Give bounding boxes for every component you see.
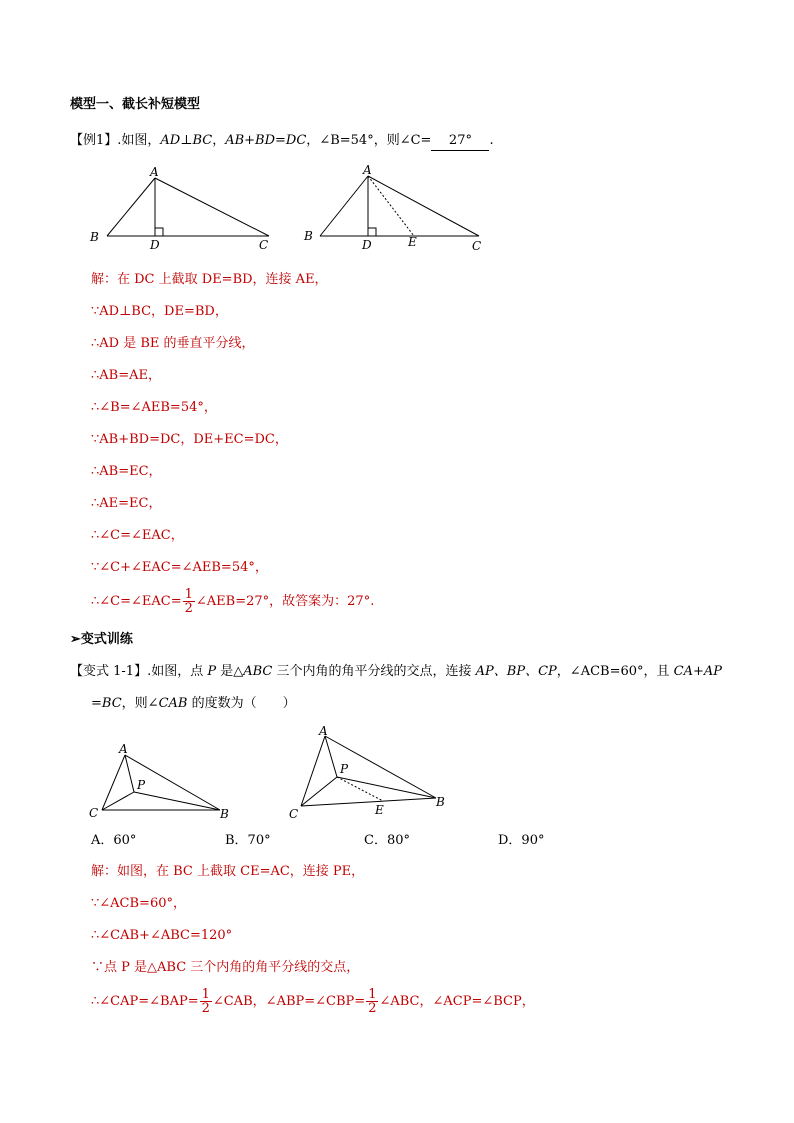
label-a: A [119, 742, 128, 756]
label-a: A [319, 724, 328, 738]
figure-4-triangle [285, 722, 455, 822]
label-e: E [408, 235, 417, 249]
solution-line: ∵AD⊥BC，DE=BD， [91, 304, 228, 319]
fraction-half [366, 988, 378, 1015]
numerator: 1 [184, 587, 193, 602]
label-e: E [375, 803, 384, 817]
condition-3: ∠B=54° [319, 133, 374, 148]
label-b: B [436, 795, 445, 809]
text: = [91, 696, 102, 711]
separator: ， [212, 133, 226, 148]
condition-a: CA+AP [673, 664, 723, 679]
variant-heading-text: 变式训练 [80, 632, 133, 647]
label-p: P [137, 778, 146, 792]
label-c: C [89, 806, 99, 820]
solution-final-line [91, 588, 374, 615]
solution-line: ∵∠C+∠EAC=∠AEB=54°， [91, 560, 268, 575]
text: .如图，点 [147, 664, 208, 679]
equation-part: ∴∠C=∠EAC= [91, 594, 182, 609]
numerator: 1 [368, 987, 377, 1002]
angle-condition: ∠ACB=60° [569, 664, 644, 679]
label-d: D [362, 238, 372, 252]
fraction-half [183, 588, 195, 615]
solution-line: ∴AB=EC， [91, 464, 162, 479]
question: ∠C= [399, 133, 432, 148]
solution-line: ∴∠C=∠EAC， [91, 528, 184, 543]
equation-part: ∠AEB=27°，故答案为：27°. [195, 594, 375, 609]
equation-part: ∠CAB，∠ABP=∠CBP= [212, 994, 366, 1009]
example-text: ，则 [373, 133, 400, 148]
figure-1-triangle [82, 160, 282, 252]
separator: ， [306, 133, 320, 148]
text: 的度数为（ ） [187, 696, 296, 711]
section-title: 模型一、截长补短模型 [70, 97, 201, 112]
text: ， [556, 664, 570, 679]
period: . [489, 133, 494, 148]
example-1-statement [70, 132, 494, 151]
solution-line: ∵∠ACB=60°， [91, 896, 186, 911]
solution-line: ∵点 P 是△ABC 三个内角的角平分线的交点， [91, 960, 360, 975]
figure-2-triangle [296, 158, 496, 252]
variant-1-line-2 [91, 695, 296, 713]
condition-b: BC [101, 696, 122, 711]
variant-heading [70, 631, 133, 649]
point-p: P [207, 664, 217, 679]
option-b[interactable]: B．70° [225, 833, 271, 848]
equation-part: ∴∠CAP=∠BAP= [91, 994, 199, 1009]
condition-2: AB+BD=DC [225, 133, 307, 148]
answer-blank: 27° [431, 132, 489, 151]
option-d[interactable]: D．90° [498, 833, 545, 848]
solution-line: ∴AB=AE， [91, 368, 161, 383]
solution-line: 解：在 DC 上截取 DE=BD，连接 AE， [91, 272, 328, 287]
example-tag: 【例1】 [70, 133, 118, 148]
label-a: A [150, 165, 159, 179]
option-c[interactable]: C．80° [364, 833, 410, 848]
figure-3-triangle [85, 735, 245, 825]
text: 三个内角的角平分线的交点，连接 [272, 664, 476, 679]
text: ，则∠ [121, 696, 159, 711]
label-c: C [472, 239, 482, 252]
label-b: B [304, 229, 313, 243]
denominator: 2 [184, 601, 193, 616]
label-p: P [340, 762, 349, 776]
label-c: C [289, 807, 299, 821]
text: 是△ [216, 664, 244, 679]
solution-line: 解：如图，在 BC 上截取 CE=AC，连接 PE， [91, 864, 365, 879]
arrow-icon: ➢ [70, 632, 81, 647]
label-b: B [220, 807, 229, 821]
triangle-name: ABC [243, 664, 273, 679]
equation-part: ∠ABC，∠ACP=∠BCP， [379, 994, 535, 1009]
text: ，且 [643, 664, 674, 679]
denominator: 2 [368, 1001, 377, 1016]
label-c: C [259, 238, 269, 252]
option-a[interactable]: A．60° [91, 833, 137, 848]
label-a: A [363, 163, 372, 177]
label-b: B [90, 230, 99, 244]
example-text: .如图， [117, 133, 161, 148]
solution-line: ∵AB+BD=DC，DE+EC=DC， [91, 432, 288, 447]
label-d: D [150, 238, 160, 252]
solution-final-line [91, 988, 535, 1015]
variant-1-line-1 [70, 663, 722, 681]
variant-tag: 【变式 1-1】 [70, 664, 148, 679]
solution-line: ∴∠B=∠AEB=54°， [91, 400, 217, 415]
solution-line: ∴AD 是 BE 的垂直平分线， [91, 336, 255, 351]
condition-1: AD⊥BC [160, 133, 213, 148]
numerator: 1 [201, 987, 210, 1002]
solution-line: ∴∠CAB+∠ABC=120° [91, 928, 233, 943]
solution-line: ∴AE=EC， [91, 496, 162, 511]
segments: AP、BP、CP [475, 664, 557, 679]
denominator: 2 [201, 1001, 210, 1016]
angle-name: CAB [158, 696, 188, 711]
fraction-half [200, 988, 212, 1015]
